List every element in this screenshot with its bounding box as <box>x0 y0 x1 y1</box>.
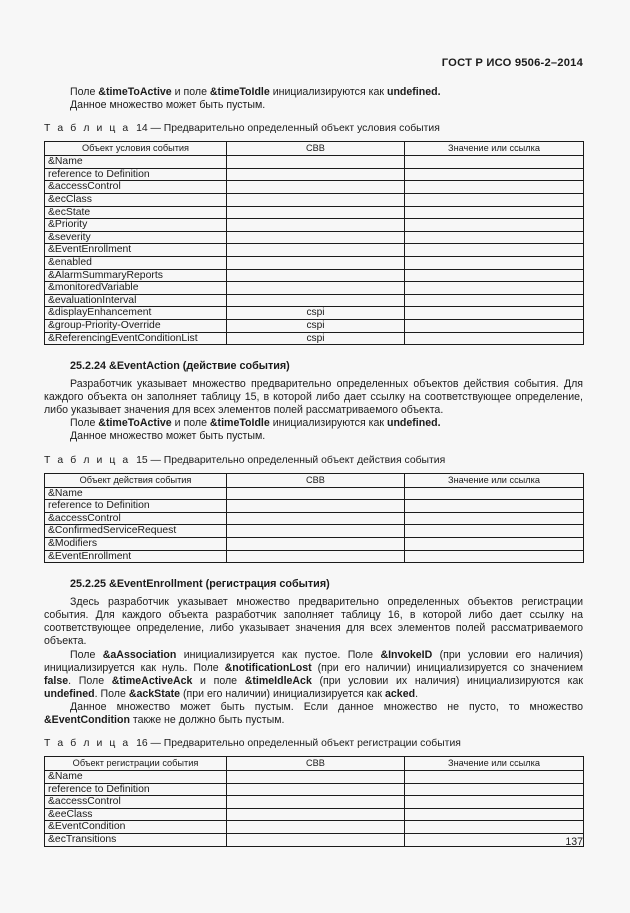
s25-p2-text-7: (при условии их наличия) инициализируются как <box>311 674 584 687</box>
cell-value <box>405 537 584 550</box>
s25-bold-ackstate: &ackState <box>128 687 181 700</box>
table-14-header-cbb: CBB <box>227 142 405 156</box>
table-16-body <box>45 771 584 847</box>
cell-value <box>405 796 584 809</box>
table-16-caption-text: — Предварительно определенный объект регистрации события <box>150 738 461 750</box>
cell-value <box>405 193 584 206</box>
cell-value <box>405 319 584 332</box>
cell-value <box>405 181 584 194</box>
cell-value <box>405 783 584 796</box>
cell-cbb <box>227 796 405 809</box>
cell-cbb <box>227 168 405 181</box>
cell-value <box>405 231 584 244</box>
cell-cbb <box>227 256 405 269</box>
table-16-caption-label: Т а б л и ц а <box>44 738 131 750</box>
cell-object: reference to Definition <box>45 168 227 181</box>
intro-text-1: Поле <box>70 86 99 98</box>
cell-value <box>405 256 584 269</box>
s25-p2-text-4: (при его наличии) инициализируется со значением <box>311 661 584 674</box>
s25-bold-false: false <box>44 674 69 687</box>
table-row <box>45 193 584 206</box>
cell-cbb <box>227 525 405 538</box>
table-14 <box>44 141 584 345</box>
table-16-header-value: Значение или ссылка <box>405 757 584 771</box>
cell-value <box>405 512 584 525</box>
table-15-body <box>45 487 584 563</box>
table-15 <box>44 473 584 564</box>
table-row <box>45 771 584 784</box>
cell-object: &eeClass <box>45 808 227 821</box>
s25-p3-text-1: Данное множество может быть пустым. Если данное множество не пусто, то множество <box>70 700 583 713</box>
s25-bold-acked: acked <box>385 687 416 700</box>
cell-object: &AlarmSummaryReports <box>45 269 227 282</box>
cell-value <box>405 550 584 563</box>
cell-cbb <box>227 834 405 847</box>
table-15-caption-text: — Предварительно определенный объект действия события <box>150 454 446 466</box>
cell-cbb <box>227 808 405 821</box>
cell-object: &EventCondition <box>45 821 227 834</box>
cell-object: &ecState <box>45 206 227 219</box>
table-14-caption-number: 14 <box>136 123 148 135</box>
s25-p2-text-10: . <box>415 687 419 700</box>
s25-p2-text-6: и поле <box>192 674 245 687</box>
table-14-header-object: Объект условия события <box>45 142 227 156</box>
cell-cbb <box>227 282 405 295</box>
table-15-header-object: Объект действия события <box>45 473 227 487</box>
cell-cbb <box>227 294 405 307</box>
table-row <box>45 550 584 563</box>
section-heading-25-2-25: 25.2.25 &EventEnrollment (регистрация события) <box>70 578 330 591</box>
s25-p2-text-2: инициализируется как пустое. Поле <box>176 648 381 661</box>
section-25-2-24-paragraph-3: Данное множество может быть пустым. <box>70 430 266 443</box>
s25-bold-eventcondition: &EventCondition <box>44 713 130 726</box>
cell-object: &Name <box>45 771 227 784</box>
table-row <box>45 156 584 169</box>
running-header: ГОСТ Р ИСО 9506-2–2014 <box>441 57 583 69</box>
cell-value <box>405 821 584 834</box>
cell-value <box>405 282 584 295</box>
cell-value <box>405 206 584 219</box>
cell-value <box>405 269 584 282</box>
cell-object: &Modifiers <box>45 537 227 550</box>
cell-object: &ecClass <box>45 193 227 206</box>
cell-object: &accessControl <box>45 796 227 809</box>
cell-object: &enabled <box>45 256 227 269</box>
cell-value <box>405 307 584 320</box>
cell-cbb <box>227 512 405 525</box>
table-14-caption-text: — Предварительно определенный объект условия события <box>150 123 440 135</box>
section-25-2-24-paragraph-1: Разработчик указывает множество предварительно определенных объектов действия события. Для каждого объекта он заполняет таблицу 15, в которой либо дает ссылку на соответствующее определение, либо указывает значения для всех элементов полей рассматриваемого объекта. <box>44 378 583 417</box>
s24-bold-undefined: undefined. <box>386 417 441 430</box>
s24-text-1: Поле <box>70 417 99 430</box>
cell-value <box>405 500 584 513</box>
cell-value <box>405 168 584 181</box>
cell-object: &Name <box>45 156 227 169</box>
table-row <box>45 512 584 525</box>
table-16 <box>44 756 584 847</box>
cell-cbb <box>227 550 405 563</box>
table-row <box>45 821 584 834</box>
cell-object: &accessControl <box>45 512 227 525</box>
table-header-row <box>45 473 584 487</box>
table-row <box>45 181 584 194</box>
s25-bold-aassociation: &aAssociation <box>102 648 177 661</box>
intro-bold-timetoidle: &timeToIdle <box>209 86 270 98</box>
section-heading-25-2-24: 25.2.24 &EventAction (действие события) <box>70 360 290 373</box>
cell-cbb <box>227 771 405 784</box>
table-15-header-value: Значение или ссылка <box>405 473 584 487</box>
s25-bold-undefined: undefined <box>44 687 95 700</box>
cell-value <box>405 244 584 257</box>
s25-bold-timeactiveack: &timeActiveAck <box>111 674 193 687</box>
cell-value <box>405 219 584 232</box>
cell-cbb <box>227 783 405 796</box>
cell-object: &group-Priority-Override <box>45 319 227 332</box>
intro-bold-undefined: undefined. <box>386 86 441 98</box>
table-row <box>45 282 584 295</box>
cell-cbb <box>227 269 405 282</box>
table-row <box>45 537 584 550</box>
page-content <box>44 0 583 847</box>
cell-value <box>405 834 584 847</box>
table-row <box>45 294 584 307</box>
s24-bold-timetoidle: &timeToIdle <box>209 417 270 430</box>
cell-object: &evaluationInterval <box>45 294 227 307</box>
s25-p2-text-3: (при условии его наличия) инициализируется как нуль. Поле <box>44 648 583 674</box>
table-16-header-object: Объект регистрации события <box>45 757 227 771</box>
cell-object: &displayEnhancement <box>45 307 227 320</box>
table-row <box>45 206 584 219</box>
table-16-caption-number: 16 <box>136 738 148 750</box>
table-16-header-cbb: CBB <box>227 757 405 771</box>
table-row <box>45 525 584 538</box>
cell-object: &Name <box>45 487 227 500</box>
cell-object: &ReferencingEventConditionList <box>45 332 227 345</box>
section-25-2-25-paragraph-3 <box>44 701 583 727</box>
cell-object: reference to Definition <box>45 500 227 513</box>
cell-cbb <box>227 219 405 232</box>
table-row <box>45 231 584 244</box>
cell-object: &EventEnrollment <box>45 550 227 563</box>
table-row <box>45 256 584 269</box>
cell-cbb <box>227 206 405 219</box>
s25-p2-text-9: (при его наличии) инициализируется как <box>180 687 386 700</box>
cell-object: &EventEnrollment <box>45 244 227 257</box>
table-row <box>45 168 584 181</box>
s25-p2-text-5: . Поле <box>68 674 112 687</box>
cell-object: &accessControl <box>45 181 227 194</box>
table-15-caption-label: Т а б л и ц а <box>44 454 131 466</box>
section-25-2-24-paragraph-2 <box>44 417 583 430</box>
cell-value <box>405 771 584 784</box>
s24-text-2: и поле <box>171 417 210 430</box>
table-row <box>45 808 584 821</box>
cell-value <box>405 332 584 345</box>
cell-value <box>405 808 584 821</box>
intro-bold-timetoactive: &timeToActive <box>98 86 172 98</box>
table-14-caption <box>44 122 583 135</box>
table-row <box>45 307 584 320</box>
table-16-caption <box>44 737 583 750</box>
section-25-2-25-paragraph-1: Здесь разработчик указывает множество предварительно определенных объектов регистрации события. Для каждого объекта разработчик заполняет таблицу 16, в которой либо дает ссылку на соответствующее определение, либо указывает значения для всех элементов полей рассматриваемого объекта. <box>44 596 583 648</box>
table-row <box>45 244 584 257</box>
cell-cbb: cspi <box>227 319 405 332</box>
s25-p2-text-8: . Поле <box>94 687 129 700</box>
cell-value <box>405 525 584 538</box>
table-row <box>45 834 584 847</box>
table-row <box>45 269 584 282</box>
cell-object: &monitoredVariable <box>45 282 227 295</box>
table-row <box>45 500 584 513</box>
table-15-header-cbb: CBB <box>227 473 405 487</box>
table-row <box>45 319 584 332</box>
table-row <box>45 332 584 345</box>
table-14-caption-label: Т а б л и ц а <box>44 123 131 135</box>
cell-cbb <box>227 487 405 500</box>
s24-text-3: инициализируются как <box>269 417 387 430</box>
cell-cbb <box>227 193 405 206</box>
s25-bold-invokeid: &InvokeID <box>380 648 433 661</box>
cell-value <box>405 487 584 500</box>
table-row <box>45 487 584 500</box>
table-row <box>45 219 584 232</box>
cell-cbb <box>227 181 405 194</box>
table-header-row <box>45 142 584 156</box>
intro-paragraph-2: Данное множество может быть пустым. <box>70 99 266 112</box>
table-15-caption <box>44 454 583 467</box>
cell-cbb <box>227 156 405 169</box>
table-row <box>45 796 584 809</box>
section-25-2-25-paragraph-2 <box>44 649 583 701</box>
table-14-body <box>45 156 584 345</box>
cell-cbb <box>227 244 405 257</box>
cell-object: &ecTransitions <box>45 834 227 847</box>
cell-cbb <box>227 821 405 834</box>
cell-object: &ConfirmedServiceRequest <box>45 525 227 538</box>
intro-text-2: и поле <box>171 86 210 98</box>
page-number: 137 <box>565 836 583 848</box>
cell-object: reference to Definition <box>45 783 227 796</box>
intro-text-3: инициализируются как <box>269 86 387 98</box>
s25-p3-text-2: также не должно быть пустым. <box>129 713 285 726</box>
cell-object: &Priority <box>45 219 227 232</box>
table-row <box>45 783 584 796</box>
intro-paragraph-1 <box>44 86 583 99</box>
cell-cbb <box>227 500 405 513</box>
cell-cbb <box>227 231 405 244</box>
cell-cbb: cspi <box>227 332 405 345</box>
cell-object: &severity <box>45 231 227 244</box>
cell-value <box>405 294 584 307</box>
s25-bold-timeidleack: &timeIdleAck <box>244 674 312 687</box>
cell-value <box>405 156 584 169</box>
cell-cbb <box>227 537 405 550</box>
table-14-header-value: Значение или ссылка <box>405 142 584 156</box>
s25-bold-notificationlost: &notificationLost <box>224 661 312 674</box>
s24-bold-timetoactive: &timeToActive <box>98 417 172 430</box>
table-header-row <box>45 757 584 771</box>
table-15-caption-number: 15 <box>136 454 148 466</box>
s25-p2-text-1: Поле <box>70 648 103 661</box>
cell-cbb: cspi <box>227 307 405 320</box>
